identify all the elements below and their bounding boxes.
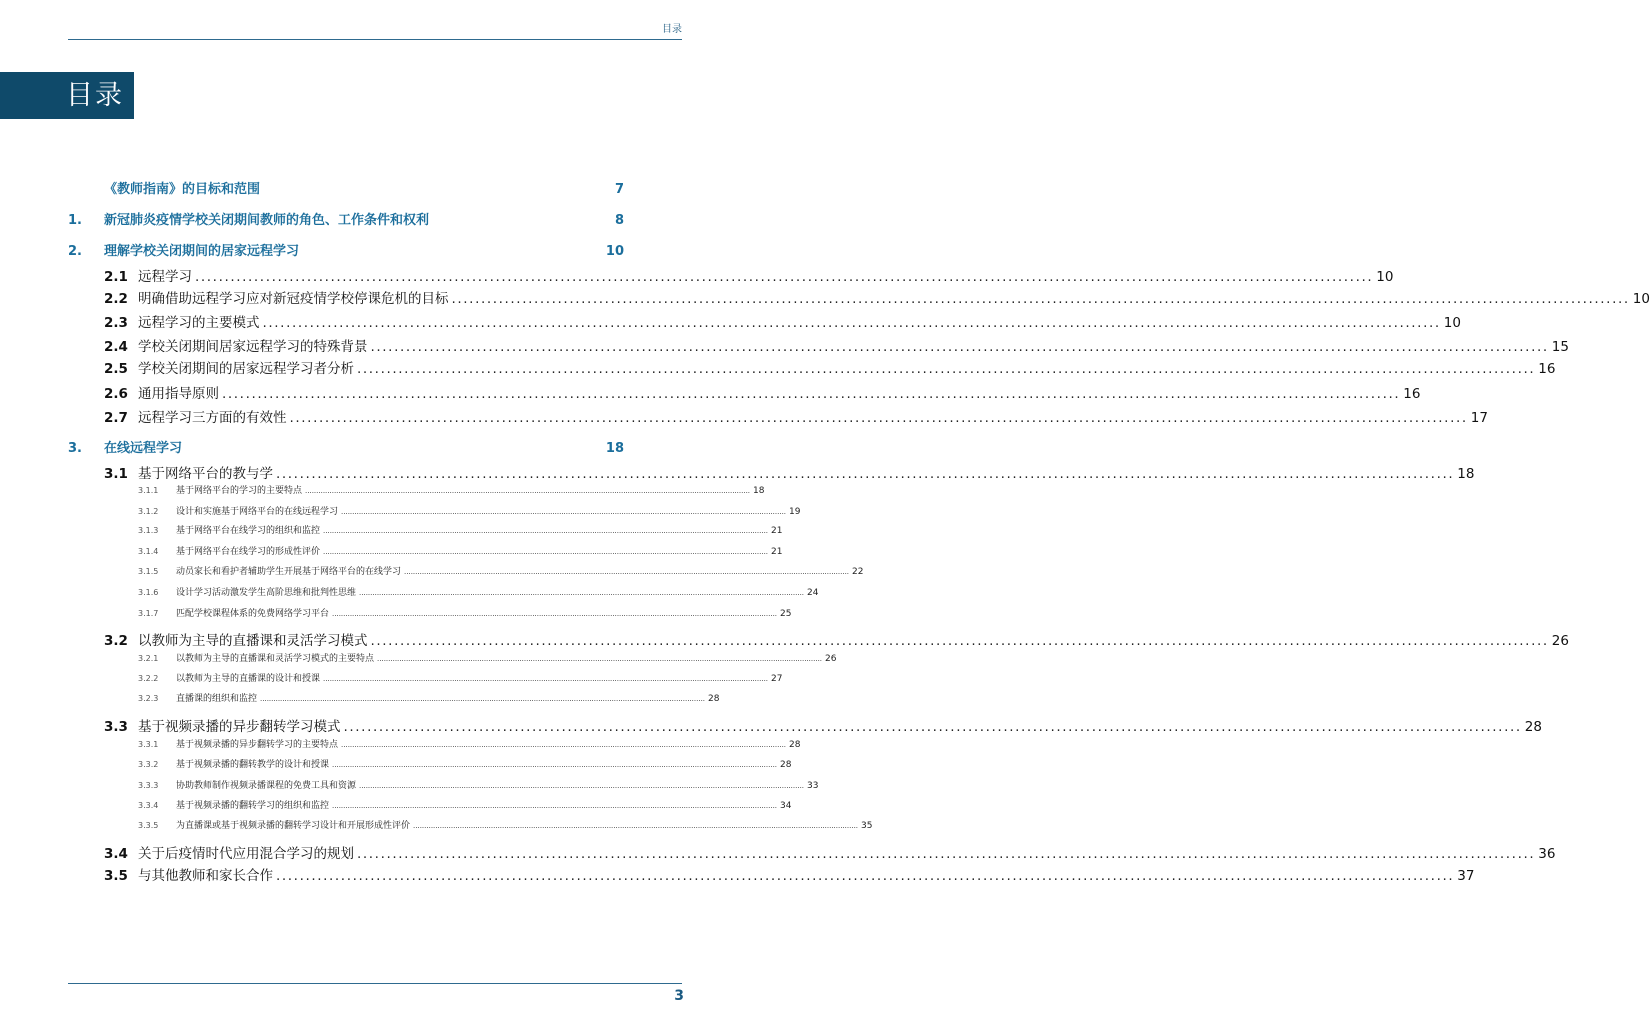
toc-entry-level-2[interactable]	[68, 715, 1542, 735]
toc-entry-page: 21	[771, 526, 783, 536]
toc-entry-title: 以教师为主导的直播课和灵活学习模式的主要特点	[176, 654, 375, 664]
toc-entry-level-3[interactable]	[68, 798, 792, 811]
dot-leader: ........................................................................................................................................................................................................	[195, 269, 1374, 285]
toc-entry-page: 10	[605, 244, 624, 259]
toc-entry-level-3[interactable]	[68, 483, 765, 496]
toc-entry-number: 3.1.1	[138, 486, 159, 495]
toc-entry-page: 15	[1551, 339, 1569, 355]
dot-leader: ........................................................................................................................................................................................................	[357, 846, 1536, 862]
dot-leader: ........................................................................................................................................................................................................	[332, 802, 778, 810]
toc-entry-page: 16	[1538, 361, 1556, 377]
toc-entry-level-3[interactable]	[68, 757, 792, 770]
header-divider	[68, 39, 682, 40]
toc-entry-page: 10	[1376, 269, 1394, 285]
dot-leader: ........................................................................................................................................................................................................	[260, 695, 706, 703]
toc-entry-page: 10	[1632, 291, 1650, 307]
toc-entry-page: 19	[789, 507, 801, 517]
toc-entry-number: 2.3	[104, 315, 128, 331]
toc-entry-title: 基于网络平台的教与学	[138, 466, 273, 482]
dot-leader: ........................................................................................................................................................................................................	[377, 655, 823, 663]
toc-entry-page: 34	[780, 801, 792, 811]
dot-leader: ........................................................................................................................................................................................................	[404, 568, 850, 576]
dot-leader: ........................................................................................................................................................................................................	[359, 589, 805, 597]
toc-entry-title: 基于视频录播的翻转学习的组织和监控	[176, 801, 330, 811]
toc-entry-number: 3.1.2	[138, 507, 159, 516]
dot-leader: ........................................................................................................................................................................................................	[370, 633, 1549, 649]
toc-entry-level-2[interactable]	[68, 842, 1556, 862]
dot-leader: ........................................................................................................................................................................................................	[357, 361, 1536, 377]
toc-entry-number: 2.4	[104, 339, 128, 355]
toc-entry-level-3[interactable]	[68, 523, 783, 536]
toc-entry-page: 18	[1457, 466, 1475, 482]
toc-entry-number: 2.1	[104, 269, 128, 285]
toc-entry-number: 3.3.3	[138, 781, 159, 790]
toc-entry-number: 3.2	[104, 633, 128, 649]
toc-entry-number: 2.	[68, 244, 82, 259]
toc-entry-number: 3.2.1	[138, 654, 159, 663]
toc-entry-level-3[interactable]	[68, 778, 819, 791]
toc-entry-title: 新冠肺炎疫情学校关闭期间教师的角色、工作条件和权利	[104, 213, 430, 228]
toc-entry-title: 协助教师制作视频录播课程的免费工具和资源	[176, 781, 357, 791]
toc-entry-level-2[interactable]	[68, 265, 1394, 285]
toc-entry-page: 8	[614, 213, 624, 228]
dot-leader: ........................................................................................................................................................................................................	[343, 719, 1522, 735]
toc-entry-number: 2.7	[104, 410, 128, 426]
toc-entry-page: 28	[780, 760, 792, 770]
toc-entry-number: 2.5	[104, 361, 128, 377]
toc-entry-page: 36	[1538, 846, 1556, 862]
dot-leader: ........................................................................................................................................................................................................	[341, 741, 787, 749]
toc-entry-title: 理解学校关闭期间的居家远程学习	[104, 244, 300, 259]
toc-entry-page: 25	[780, 609, 792, 619]
toc-entry-level-2[interactable]	[68, 287, 1650, 307]
toc-entry-title: 基于网络平台在线学习的组织和监控	[176, 526, 321, 536]
toc-entry-page: 7	[614, 182, 624, 197]
toc-entry-level-3[interactable]	[68, 691, 720, 704]
dot-leader: ........................................................................................................................................................................................................	[370, 339, 1549, 355]
toc-entry-page: 24	[807, 588, 819, 598]
toc-entry-page: 28	[1524, 719, 1542, 735]
toc-entry-title: 匹配学校课程体系的免费网络学习平台	[176, 609, 330, 619]
toc-entry-page: 35	[861, 821, 873, 831]
dot-leader: ........................................................................................................................................................................................................	[262, 315, 1441, 331]
toc-entry-number: 3.	[68, 441, 82, 456]
toc-entry-number: 3.5	[104, 868, 128, 884]
page-title: 目录	[0, 72, 134, 119]
toc-entry-level-1[interactable]	[68, 437, 624, 456]
toc-entry-level-3[interactable]	[68, 606, 792, 619]
toc-entry-number: 3.3.5	[138, 821, 159, 830]
toc-entry-level-3[interactable]	[68, 504, 801, 517]
toc-entry-page: 16	[1403, 386, 1421, 402]
toc-entry-level-3[interactable]	[68, 737, 801, 750]
toc-entry-title: 关于后疫情时代应用混合学习的规划	[138, 846, 354, 862]
toc-entry-title: 设计学习活动激发学生高阶思维和批判性思维	[176, 588, 357, 598]
dot-leader: ........................................................................................................................................................................................................	[323, 548, 769, 556]
toc-entry-page: 28	[708, 694, 720, 704]
toc-entry-level-2[interactable]	[68, 311, 1461, 331]
toc-entry-number: 3.2.2	[138, 674, 159, 683]
footer-divider	[68, 983, 682, 984]
toc-entry-level-1[interactable]	[68, 209, 624, 228]
toc-entry-title: 远程学习三方面的有效性	[138, 410, 287, 426]
toc-entry-title: 《教师指南》的目标和范围	[104, 182, 261, 197]
dot-leader: ........................................................................................................................................................................................................	[276, 466, 1455, 482]
toc-entry-number: 2.2	[104, 291, 128, 307]
toc-entry-title: 远程学习的主要模式	[138, 315, 260, 331]
toc-entry-number: 3.3.2	[138, 760, 159, 769]
toc-entry-number: 3.1.4	[138, 547, 159, 556]
toc-entry-title: 与其他教师和家长合作	[138, 868, 273, 884]
toc-entry-level-2[interactable]	[68, 357, 1556, 377]
toc-entry-level-3[interactable]	[68, 818, 873, 831]
toc-entry-title: 基于视频录播的翻转教学的设计和授课	[176, 760, 330, 770]
toc-entry-number: 3.2.3	[138, 694, 159, 703]
toc-entry-page: 27	[771, 674, 783, 684]
toc-entry-title: 基于视频录播的异步翻转学习模式	[138, 719, 341, 735]
toc-entry-page: 21	[771, 547, 783, 557]
toc-entry-title: 明确借助远程学习应对新冠疫情学校停课危机的目标	[138, 291, 449, 307]
toc-entry-level-2[interactable]	[68, 864, 1475, 884]
toc-entry-page: 22	[852, 567, 864, 577]
toc-entry-level-1[interactable]	[68, 178, 624, 197]
toc-entry-page: 37	[1457, 868, 1475, 884]
toc-entry-page: 18	[753, 486, 765, 496]
toc-entry-number: 3.1.6	[138, 588, 159, 597]
dot-leader: ........................................................................................................................................................................................................	[323, 675, 769, 683]
toc-entry-title: 在线远程学习	[104, 441, 183, 456]
dot-leader: ........................................................................................................................................................................................................	[222, 386, 1401, 402]
toc-entry-level-2[interactable]	[68, 406, 1488, 426]
toc-entry-level-2[interactable]	[68, 335, 1569, 355]
dot-leader: ........................................................................................................................................................................................................	[332, 761, 778, 769]
toc-entry-number: 3.1	[104, 466, 128, 482]
toc-entry-number: 3.4	[104, 846, 128, 862]
dot-leader: ........................................................................................................................................................................................................	[323, 527, 769, 535]
dot-leader: ........................................................................................................................................................................................................	[341, 508, 787, 516]
toc-entry-title: 以教师为主导的直播课和灵活学习模式	[138, 633, 368, 649]
toc-entry-page: 26	[825, 654, 837, 664]
toc-entry-level-1[interactable]	[68, 240, 624, 259]
toc-entry-page: 17	[1470, 410, 1488, 426]
toc-entry-title: 基于网络平台在线学习的形成性评价	[176, 547, 321, 557]
toc-entry-number: 3.1.7	[138, 609, 159, 618]
toc-entry-title: 通用指导原则	[138, 386, 219, 402]
toc-entry-number: 3.3.4	[138, 801, 159, 810]
toc-entry-level-3[interactable]	[68, 585, 819, 598]
toc-entry-page: 10	[1443, 315, 1461, 331]
toc-entry-title: 为直播课或基于视频录播的翻转学习设计和开展形成性评价	[176, 821, 411, 831]
dot-leader: ........................................................................................................................................................................................................	[413, 822, 859, 830]
toc-entry-title: 以教师为主导的直播课的设计和授课	[176, 674, 321, 684]
dot-leader: ........................................................................................................................................................................................................	[289, 410, 1468, 426]
toc-entry-title: 学校关闭期间的居家远程学习者分析	[138, 361, 354, 377]
toc-entry-level-3[interactable]	[68, 671, 783, 684]
running-header: 目录	[662, 24, 682, 35]
dot-leader: ........................................................................................................................................................................................................	[332, 610, 778, 618]
toc-entry-title: 设计和实施基于网络平台的在线远程学习	[176, 507, 339, 517]
toc-entry-level-2[interactable]	[68, 382, 1421, 402]
toc-entry-title: 动员家长和看护者辅助学生开展基于网络平台的在线学习	[176, 567, 402, 577]
page-number: 3	[674, 988, 684, 1004]
toc-entry-page: 26	[1551, 633, 1569, 649]
toc-entry-number: 3.1.5	[138, 567, 159, 576]
dot-leader: ........................................................................................................................................................................................................	[305, 487, 751, 495]
toc-entry-title: 远程学习	[138, 269, 192, 285]
toc-entry-number: 3.3	[104, 719, 128, 735]
toc-entry-level-3[interactable]	[68, 651, 837, 664]
toc-entry-number: 3.1.3	[138, 526, 159, 535]
toc-entry-page: 33	[807, 781, 819, 791]
dot-leader: ........................................................................................................................................................................................................	[451, 291, 1630, 307]
toc-entry-level-3[interactable]	[68, 544, 783, 557]
toc-entry-number: 2.6	[104, 386, 128, 402]
toc-entry-number: 1.	[68, 213, 82, 228]
toc-entry-title: 直播课的组织和监控	[176, 694, 258, 704]
toc-entry-number: 3.3.1	[138, 740, 159, 749]
toc-entry-title: 基于网络平台的学习的主要特点	[176, 486, 303, 496]
toc-entry-level-2[interactable]	[68, 629, 1569, 649]
toc-entry-page: 28	[789, 740, 801, 750]
toc-entry-page: 18	[605, 441, 624, 456]
toc-entry-level-2[interactable]	[68, 462, 1475, 482]
toc-entry-title: 学校关闭期间居家远程学习的特殊背景	[138, 339, 368, 355]
dot-leader: ........................................................................................................................................................................................................	[276, 868, 1455, 884]
toc-entry-title: 基于视频录播的异步翻转学习的主要特点	[176, 740, 339, 750]
toc-entry-level-3[interactable]	[68, 564, 864, 577]
dot-leader: ........................................................................................................................................................................................................	[359, 782, 805, 790]
